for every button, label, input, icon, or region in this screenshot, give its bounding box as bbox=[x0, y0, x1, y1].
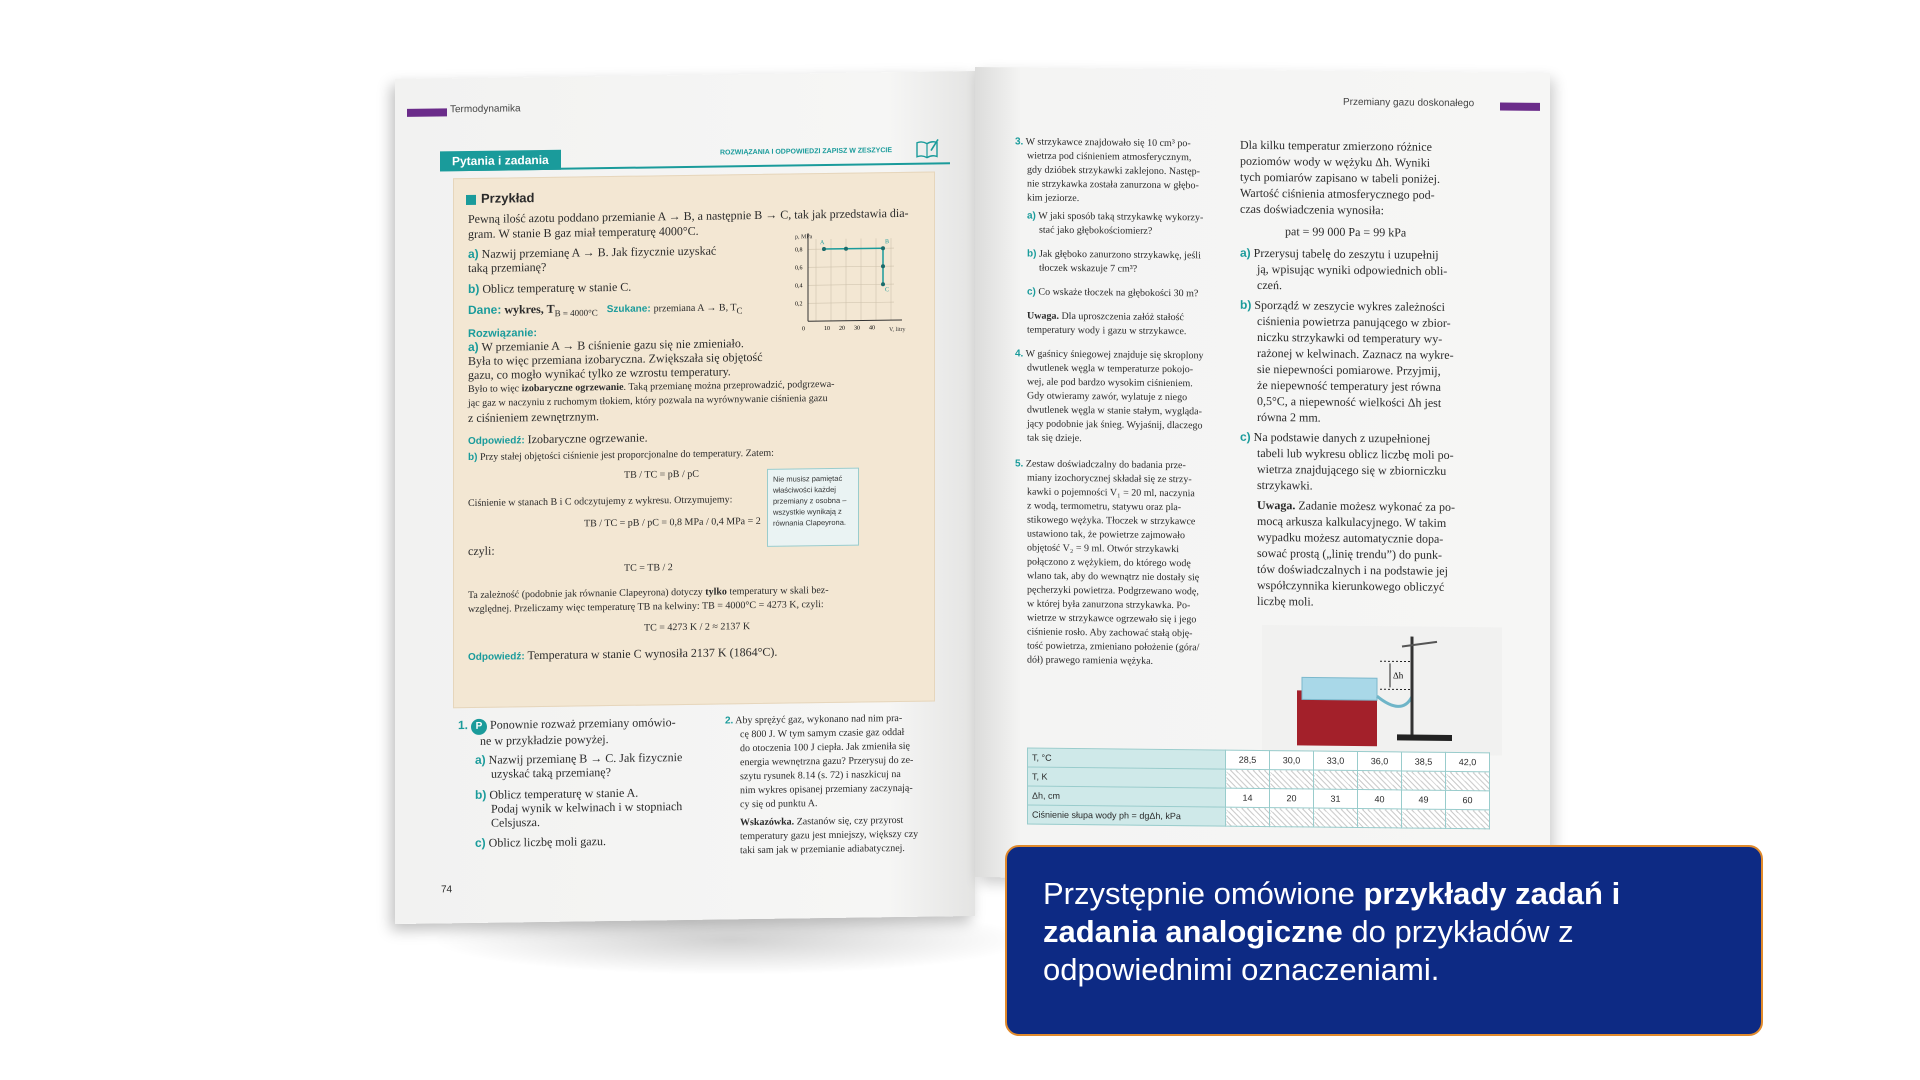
task-text: dół) prawego ramienia wężyka. bbox=[1027, 654, 1154, 667]
task-text: sie niepewności pomiarowe. Przyjmij, bbox=[1257, 361, 1441, 378]
x-tick: 10 bbox=[824, 325, 830, 333]
task-text: ją, wpisując wyniki odpowiednich obli- bbox=[1257, 261, 1448, 278]
task-text: w której była zanurzona strzykawka. Po- bbox=[1027, 598, 1191, 612]
task-text: kawki o pojemności V₁ = 20 ml, naczynia bbox=[1027, 486, 1195, 500]
given-value: wykres, T bbox=[504, 301, 555, 317]
solution-highlight: izobaryczne ogrzewanie bbox=[521, 381, 624, 395]
task-text: W strzykawce znajdowało się 10 cm³ po- bbox=[1025, 136, 1191, 150]
task-text: szytu rysunek 8.14 (s. 72) i naszkicuj na bbox=[740, 768, 901, 783]
task-text: czas doświadczenia wynosiła: bbox=[1240, 201, 1384, 218]
solution-text: Była to więc przemiana izobaryczna. Zwiększała się objętość bbox=[468, 349, 763, 369]
point-a bbox=[822, 247, 826, 251]
measurement-table bbox=[1027, 748, 1490, 830]
task-part-label: c) bbox=[1240, 429, 1251, 444]
row-label: T, °C bbox=[1028, 748, 1226, 769]
answer-text: Temperatura w stanie C wynosiła 2137 K (1864°C). bbox=[527, 644, 778, 663]
section-note: ROZWIĄZANIA I ODPOWIEDZI ZAPISZ W ZESZYCIE bbox=[720, 147, 893, 157]
solution-text: czyli: bbox=[468, 543, 495, 559]
task-text: Na podstawie danych z uzupełnionej bbox=[1253, 429, 1431, 446]
task-text: energia wewnętrzna gazu? Przerysuj do ze- bbox=[740, 754, 914, 769]
task-text: Oblicz temperaturę w stanie A. bbox=[489, 785, 639, 802]
table-cell: 30,0 bbox=[1270, 751, 1314, 770]
example-intro: gram. W stanie B gaz miał temperaturę 4000°C. bbox=[468, 223, 699, 242]
note-text: mocą arkusza kalkulacyjnego. W takim bbox=[1257, 513, 1447, 530]
task-text: nim wykres opisanej przemiany zaczynają- bbox=[740, 782, 913, 797]
graph-grid bbox=[808, 238, 894, 321]
task-text: pęcherzyki powietrza. Podgrzewano wodę, bbox=[1027, 584, 1199, 598]
table-cell-empty bbox=[1270, 808, 1314, 827]
note-text: współczynnika kierunkowego obliczyć bbox=[1257, 577, 1445, 594]
table-cell-empty bbox=[1314, 808, 1358, 827]
example-box bbox=[453, 172, 935, 709]
task-number: 2. bbox=[725, 715, 734, 727]
point-mid2 bbox=[881, 264, 885, 268]
question-label: b) bbox=[468, 281, 480, 297]
equation: TC = 4273 K / 2 ≈ 2137 K bbox=[644, 621, 751, 634]
task-part-label: b) bbox=[1027, 248, 1037, 260]
task-text: tość powietrza, zmieniano położenie (góra/ bbox=[1027, 640, 1200, 654]
right-page bbox=[975, 67, 1550, 883]
side-note: Nie musisz pamiętać właściwości każdej przemiany z osobna – wszystkie wynikają z równania Clapeyrona. bbox=[767, 468, 859, 547]
task-text: wlano tak, aby do wewnątrz nie dostały się bbox=[1027, 570, 1200, 584]
task-text: poziomów wody w wężyku Δh. Wyniki bbox=[1240, 153, 1431, 170]
row-label: Δh, cm bbox=[1028, 786, 1226, 807]
sought-sub: C bbox=[736, 305, 743, 316]
task-text: objętość V₂ = 9 ml. Otwór strzykawki bbox=[1027, 542, 1179, 556]
y-tick: 0,2 bbox=[795, 301, 803, 308]
header-bar bbox=[407, 108, 447, 117]
task-text: nie strzykawka została zanurzona w głębo- bbox=[1027, 178, 1199, 192]
task-text: dwutlenek węgla w stanie stałym, wygląda- bbox=[1027, 404, 1202, 418]
delta-h-label: Δh bbox=[1393, 670, 1404, 681]
banner-text bbox=[1043, 875, 1725, 989]
example-intro: Pewną ilość azotu poddano przemianie A → B, a następnie B → C, tak jak przedstawia dia- bbox=[468, 205, 909, 227]
notebook-icon bbox=[915, 137, 939, 159]
solution-label: Rozwiązanie: bbox=[468, 327, 538, 341]
task-text: czeń. bbox=[1257, 277, 1282, 293]
note-text: tów doświadczalnych i na podstawie jej bbox=[1257, 561, 1448, 578]
table-cell-empty bbox=[1402, 809, 1446, 828]
task-text: rażonej w kelwinach. Zaznacz na wykre- bbox=[1257, 345, 1454, 363]
x-axis-label: V, litry bbox=[889, 326, 906, 334]
task-text: do otoczenia 100 J ciepła. Jak zmieniła się bbox=[740, 740, 910, 755]
pv-diagram bbox=[794, 228, 929, 340]
answer-text: Izobaryczne ogrzewanie. bbox=[527, 430, 648, 447]
x-tick: 40 bbox=[869, 325, 875, 332]
sought-label: Szukane: bbox=[606, 303, 651, 316]
equation: TB / TC = pB / pC bbox=[624, 468, 699, 481]
left-page bbox=[395, 71, 975, 924]
task-part-label: b) bbox=[1240, 297, 1252, 312]
banner-text-part: Przystępnie omówione bbox=[1043, 876, 1364, 911]
x-tick: 20 bbox=[839, 325, 845, 332]
task-number: 3. bbox=[1015, 136, 1024, 148]
table-cell: 40 bbox=[1358, 789, 1402, 808]
question-b: Oblicz temperaturę w stanie C. bbox=[482, 279, 632, 296]
task-text: ciśnienie rosło. Aby zachować stałą obję- bbox=[1027, 626, 1193, 640]
header-bar bbox=[1500, 102, 1540, 110]
task-part-label: c) bbox=[475, 835, 486, 850]
table-cell: 33,0 bbox=[1314, 751, 1358, 770]
task-text: Nazwij przemianę B → C. Jak fizycznie bbox=[488, 750, 683, 767]
task-text: dwutlenek węgla w temperaturze pokojo- bbox=[1027, 362, 1194, 376]
task-text: tabeli lub wykresu oblicz liczbę moli po- bbox=[1257, 445, 1454, 463]
task-part-label: a) bbox=[475, 752, 486, 767]
banner-text-part: do przykładów z odpowiednimi oznaczeniami. bbox=[1043, 914, 1574, 987]
hint-text: taki sam jak w przemianie adiabatycznej. bbox=[740, 842, 905, 857]
task-number: 5. bbox=[1015, 458, 1024, 470]
solution-text: temperatury w skali bez- bbox=[729, 584, 829, 598]
task-text: Dla kilku temperatur zmierzono różnice bbox=[1240, 137, 1432, 154]
task-text: stać jako głębokościomierz? bbox=[1039, 224, 1153, 237]
table-cell-empty bbox=[1314, 770, 1358, 789]
experiment-photo bbox=[1262, 625, 1502, 756]
task-number: 1. bbox=[458, 718, 469, 733]
task-text: W jaki sposób taką strzykawkę wykorzy- bbox=[1038, 210, 1204, 224]
task-text: W gaśnicy śniegowej znajduje się skroplony bbox=[1025, 348, 1204, 362]
page-header: Przemiany gazu doskonałego bbox=[1343, 96, 1475, 110]
hint-text: temperatury gazu jest mniejszy, większy czy bbox=[740, 828, 919, 843]
note-text: sować prostą („linię trendu”) do punk- bbox=[1257, 545, 1442, 562]
promo-banner bbox=[1005, 845, 1763, 1036]
table-cell: 31 bbox=[1314, 789, 1358, 808]
note-label: Uwaga. bbox=[1257, 497, 1296, 513]
question-a: Nazwij przemianę A → B. Jak fizycznie uzyskać bbox=[481, 243, 717, 261]
solution-text: z ciśnieniem zewnętrznym. bbox=[468, 409, 599, 426]
table-cell-empty bbox=[1226, 807, 1270, 826]
task-part-label: a) bbox=[1027, 210, 1036, 222]
banner-text-bold: przykłady zadań i zadania analogiczne bbox=[1043, 876, 1621, 949]
solution-text: względnej. Przeliczamy więc temperaturę TB na kelwiny: TB = 4000°C = 4273 K, czyli: bbox=[468, 599, 824, 616]
table-cell: 14 bbox=[1226, 788, 1270, 807]
task-text: Przerysuj tabelę do zeszytu i uzupełnij bbox=[1253, 245, 1439, 262]
task-text: Podaj wynik w kelwinach i w stopniach bbox=[491, 799, 683, 816]
x-axis bbox=[808, 320, 902, 321]
task-text: Gdy otwieramy zawór, wylatuje z niego bbox=[1027, 390, 1188, 404]
table-cell: 38,5 bbox=[1402, 752, 1446, 771]
table-cell-empty bbox=[1226, 769, 1270, 788]
point-mid bbox=[844, 247, 848, 251]
table-cell: 42,0 bbox=[1446, 752, 1490, 771]
solution-text: Przy stałej objętości ciśnienie jest proporcjonalne do temperatury. Zatem: bbox=[479, 447, 774, 463]
given-label: Dane: bbox=[468, 302, 502, 318]
y-tick: 0,6 bbox=[795, 265, 803, 272]
task-text: Aby sprężyć gaz, wykonano nad nim pra- bbox=[735, 712, 903, 727]
task-text: gdy dzióbek strzykawki zaklejono. Następ- bbox=[1027, 164, 1201, 178]
task-text: Zestaw doświadczalny do badania prze- bbox=[1025, 458, 1186, 472]
answer-part-label: a) bbox=[468, 339, 479, 355]
answer-label: Odpowiedź: bbox=[468, 651, 525, 664]
y-tick: 0,8 bbox=[795, 247, 803, 254]
point-label-b: B bbox=[885, 239, 890, 246]
point-label-a: A bbox=[820, 240, 825, 247]
table-cell: 28,5 bbox=[1226, 750, 1270, 769]
task-text: Co wskaże tłoczek na głębokości 30 m? bbox=[1038, 286, 1199, 300]
task-text: wej, ale pod bardzo wysokim ciśnieniem. bbox=[1027, 376, 1193, 390]
page-header: Termodynamika bbox=[450, 103, 521, 116]
formula: pat = 99 000 Pa = 99 kPa bbox=[1285, 224, 1407, 240]
table-cell: 20 bbox=[1270, 789, 1314, 808]
point-c bbox=[881, 282, 885, 286]
section-tab: Pytania i zadania bbox=[440, 150, 561, 172]
solution-text: Ta zależność (podobnie jak równanie Clapeyrona) dotyczy bbox=[468, 586, 703, 602]
point-label-c: C bbox=[885, 287, 890, 294]
task-text: Wartość ciśnienia atmosferycznego pod- bbox=[1240, 185, 1435, 202]
table-cell-empty bbox=[1358, 770, 1402, 789]
row-label: Ciśnienie słupa wody ph = dgΔh, kPa bbox=[1028, 805, 1226, 826]
table-cell-empty bbox=[1358, 808, 1402, 827]
task-part-label: b) bbox=[475, 787, 487, 802]
solution-text: jąc gaz w naczyniu z ruchomym tłokiem, który pozwala na wyrównywanie ciśnienia gazu bbox=[468, 393, 828, 410]
row-label: T, K bbox=[1028, 767, 1226, 788]
y-tick: 0,4 bbox=[795, 283, 803, 290]
task-text: kim jeziorze. bbox=[1027, 192, 1080, 205]
point-b bbox=[881, 246, 885, 250]
stand-base bbox=[1397, 734, 1452, 741]
task-part-label: a) bbox=[1240, 245, 1251, 260]
task-text: wietrza znajdującego się w zbiorniczku bbox=[1257, 461, 1447, 478]
x-tick: 0 bbox=[802, 326, 805, 333]
note-label: Uwaga. bbox=[1027, 310, 1059, 322]
page-number: 74 bbox=[441, 884, 453, 896]
task-text: Oblicz liczbę moli gazu. bbox=[488, 834, 606, 850]
answer-label: Odpowiedź: bbox=[468, 435, 525, 448]
given-sub: B = 4000°C bbox=[554, 307, 598, 319]
solution-text: Było to więc bbox=[468, 383, 520, 396]
example-square-icon bbox=[466, 195, 476, 205]
task-text: ciśnienia powietrza panującego w zbior- bbox=[1257, 313, 1451, 330]
task-text: stikowego wężyka. Tłoczek w strzykawce bbox=[1027, 514, 1196, 528]
y-axis-label: p, MPa bbox=[795, 234, 813, 241]
task-text: wietrza pod ciśnieniem atmosferycznym, bbox=[1027, 150, 1192, 164]
task-text: ne w przykładzie powyżej. bbox=[480, 732, 609, 748]
task-text: niczku strzykawki od temperatury wy- bbox=[1257, 329, 1443, 346]
question-label: a) bbox=[468, 246, 479, 262]
table-cell-empty bbox=[1270, 770, 1314, 789]
table-cell: 49 bbox=[1402, 790, 1446, 809]
solution-text: Ciśnienie w stanach B i C odczytujemy z wykresu. Otrzymujemy: bbox=[468, 494, 733, 510]
task-text: z wodą, termometru, statywu oraz pla- bbox=[1027, 500, 1182, 514]
x-tick: 30 bbox=[854, 325, 860, 332]
solution-text: gazu, co mogło wynikać tylko ze wzrostu temperatury. bbox=[468, 364, 731, 383]
task-text: strzykawki. bbox=[1257, 477, 1313, 493]
task-text: że niepewność temperatury jest równa bbox=[1257, 377, 1441, 394]
equation: TB / TC = pB / pC = 0,8 MPa / 0,4 MPa = 2 bbox=[584, 515, 761, 530]
hint-label: Wskazówka. bbox=[740, 816, 795, 829]
task-badge: P bbox=[471, 719, 487, 735]
task-text: uzyskać taką przemianę? bbox=[491, 765, 611, 781]
note-text: Dla uproszczenia załóż stałość bbox=[1061, 310, 1184, 324]
task-text: miany izochorycznej składał się ze strzy- bbox=[1027, 472, 1192, 486]
hint-text: Zastanów się, czy przyrost bbox=[796, 814, 904, 828]
solution-highlight: tylko bbox=[705, 586, 727, 598]
task-text: Ponownie rozważ przemiany omówio- bbox=[490, 715, 676, 732]
task-text: Jak głęboko zanurzono strzykawkę, jeśli bbox=[1038, 248, 1201, 262]
task-text: jący podobnie jak śnieg. Wyjaśnij, dlaczego bbox=[1027, 418, 1203, 432]
task-text: ustawiono tak, że powietrze zajmowało bbox=[1027, 528, 1185, 542]
table-cell-empty bbox=[1402, 771, 1446, 790]
note-text: liczbę moli. bbox=[1257, 593, 1314, 609]
table-cell: 60 bbox=[1446, 790, 1490, 809]
task-text: tak się dzieje. bbox=[1027, 432, 1082, 445]
table-cell-empty bbox=[1446, 809, 1490, 828]
task-text: tych pomiarów zapisano w tabeli poniżej. bbox=[1240, 169, 1440, 186]
task-text: połączono z wężykiem, do którego wodę bbox=[1027, 556, 1191, 570]
task-part-label: c) bbox=[1027, 286, 1036, 298]
table-cell: 36,0 bbox=[1358, 751, 1402, 770]
solution-text: W przemianie A → B ciśnienie gazu się nie zmieniało. bbox=[481, 336, 744, 354]
note-text: temperatury wody i gazu w strzykawce. bbox=[1027, 324, 1187, 338]
task-text: Celsjusza. bbox=[491, 815, 540, 830]
task-text: Sporządź w zeszycie wykres zależności bbox=[1254, 297, 1445, 314]
example-title: Przykład bbox=[481, 190, 535, 206]
note-text: wypadku możesz automatycznie dopa- bbox=[1257, 529, 1444, 546]
task-text: wietrze w strzykawce ogrzewało się i jego bbox=[1027, 612, 1197, 626]
task-text: tłoczek wskazuje 7 cm³? bbox=[1039, 262, 1138, 275]
answer-part-label: b) bbox=[468, 451, 478, 464]
table-cell-empty bbox=[1446, 771, 1490, 790]
process-line-ab bbox=[824, 248, 883, 249]
sought-value: przemiana A → B, T bbox=[653, 302, 737, 315]
task-text: cę 800 J. W tym samym czasie gaz oddał bbox=[740, 726, 905, 741]
question-a: taką przemianę? bbox=[468, 259, 547, 276]
note-text: Zadanie możesz wykonać za po- bbox=[1298, 498, 1455, 515]
task-text: równa 2 mm. bbox=[1257, 409, 1321, 425]
task-text: 0,5°C, a niepewność wielkości Δh jest bbox=[1257, 393, 1442, 410]
solution-text: . Taką przemianę można przeprowadzić, podgrzewa- bbox=[623, 378, 835, 393]
task-text: cy się od punktu A. bbox=[740, 798, 818, 811]
equation: TC = TB / 2 bbox=[624, 562, 673, 574]
task-number: 4. bbox=[1015, 348, 1024, 360]
table-row bbox=[1028, 805, 1490, 829]
water-container bbox=[1302, 677, 1377, 700]
